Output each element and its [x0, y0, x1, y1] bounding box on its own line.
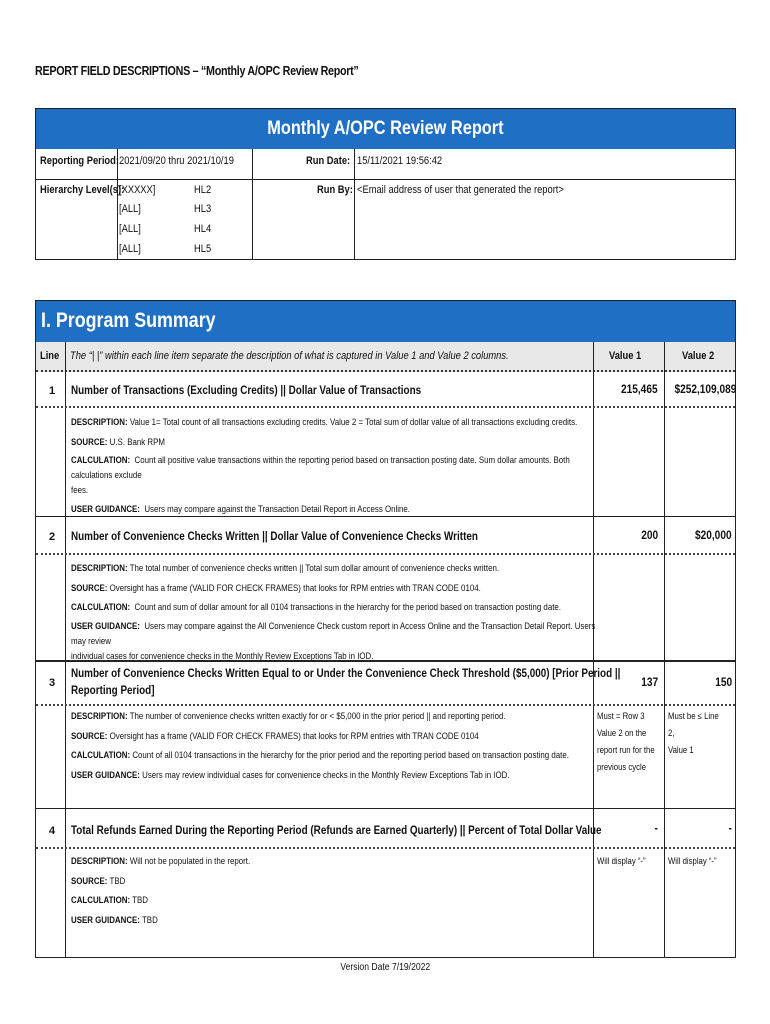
col-line-header: Line: [40, 350, 60, 362]
row4-source: TBD: [109, 875, 126, 886]
row1-calculation: Count all positive value transactions within the reporting period based on transaction posting date. Sum dollar amounts. Both calculations exclude: [71, 455, 570, 480]
report-title-band: [36, 109, 735, 149]
row3-source: Oversight has a frame (VALID FOR CHECK FRAMES) that looks for RPM entries with TRAN CODE 0104: [109, 730, 479, 741]
line-number: 2: [49, 531, 56, 543]
version-date: Version Date 7/19/2022: [340, 962, 430, 973]
program-summary-band: [36, 301, 735, 342]
divider: [36, 179, 735, 180]
row2-value1: 200: [641, 530, 658, 542]
hierarchy-value: [ALL]: [119, 223, 141, 235]
hierarchy-level: HL4: [194, 223, 212, 235]
row4-value2: -: [728, 823, 732, 835]
row2-guidance: Users may compare against the All Convenience Check custom report in Access Online and the Transaction Detail Report. Users may review: [71, 620, 596, 646]
row2-value2: $20,000: [695, 530, 732, 542]
run-date-value: 15/11/2021 19:56:42: [357, 155, 443, 167]
row1-value1: 215,465: [621, 384, 658, 396]
row-title: Number of Transactions (Excluding Credits) || Dollar Value of Transactions: [71, 385, 422, 397]
hierarchy-level: HL5: [194, 243, 212, 255]
line-number: 1: [49, 385, 56, 397]
row4-value2-note: Will display “-”: [668, 856, 717, 866]
document-title: REPORT FIELD DESCRIPTIONS – “Monthly A/OPC Review Report”: [35, 64, 359, 78]
row3-calculation: Count of all 0104 transactions in the hierarchy for the prior period and the reporting period based on transaction posting date.: [132, 750, 569, 760]
reporting-period-value: 2021/09/20 thru 2021/10/19: [119, 155, 234, 167]
col-value1-header: Value 1: [609, 350, 642, 362]
row-title: Total Refunds Earned During the Reporting Period (Refunds are Earned Quarterly) || Percent of Total Dollar Value: [71, 825, 602, 837]
run-date-label: Run Date:: [306, 155, 351, 167]
run-by-value: <Email address of user that generated the report>: [357, 184, 564, 196]
hierarchy-level: HL3: [194, 203, 212, 215]
row3-value1: 137: [641, 677, 658, 689]
hierarchy-value: [XXXXX]: [119, 184, 156, 196]
row-title: Number of Convenience Checks Written || Dollar Value of Convenience Checks Written: [71, 531, 478, 543]
row4-guidance: TBD: [141, 914, 158, 925]
run-by-label: Run By:: [317, 184, 353, 196]
row1-description-block: DESCRIPTION: Value 1= Total count of all transactions excluding credits. Value 2 = Total sum of dollar value of all transactions excluding credits. SOURCE: U.S. Bank RPM CALCULATION: Count all positive value transactions within the reporting period based on transaction posting date. Sum dollar amounts. Both calculations exclude fees. USER GUIDANCE: Users may compare against the Transaction Detail Report in Access Online.: [71, 417, 578, 514]
hierarchy-value: [ALL]: [119, 203, 141, 215]
row4-value1: -: [654, 823, 658, 835]
report-header-box: [35, 108, 736, 260]
row2-source: Oversight has a frame (VALID FOR CHECK FRAMES) that looks for RPM entries with TRAN CODE 0104.: [109, 582, 481, 593]
row3-description: The number of convenience checks written exactly for or < $5,000 in the prior period || and reporting period.: [129, 711, 506, 721]
program-summary-table: I. Program Summary Line The “| |” within each line item separate the description of what is captured in Value 1 and Value 2 columns. Value 1 Value 2 1 Number of Transactions (Excluding Credits) || Dollar Value of Transactions 215,465 $252,109,089 DESCRIPTION: Value 1= Total count of all transactions excluding credits. Value 2 = Total sum of dollar value of all transactions excluding credits. SOURCE: U.S. Bank RPM CALCULATION: Count all positive value transactions within the reporting period based on transaction posting date. Sum dollar amounts. Both calculations exclude fees. USER GUIDANCE: Users may compare against the Transaction Detail Report in Access Online. 2 Number of Convenience Checks Written || Dollar Value of Convenience Checks Written 200 $20,000 DESCRIPTION: The total number of convenience checks written || Total sum dollar amount of convenience checks written. SOURCE: Oversight has a frame (VALID FOR CHECK FRAMES) that looks for RPM entries with TRAN CODE 0104. CALCULATION: Count and sum of dollar amount for all 0104 transactions in the hierarchy for the period based on transaction posting date. USER GUIDANCE: Users may compare against the All Convenience Check custom report in Access Online and the Transaction Detail Report. Users may review individual cases for convenience checks in the Monthly Review Exceptions Tab in IOD. 3 Number of Convenience Checks Written Equal to or Under the Convenience Check Threshold ($5,000) [Prior Period || Reporting Period] 137 150 DESCRIPTION: The number of convenience checks written exactly for or < $5,000 in the prior period || and reporting period. SOURCE: Oversight has a frame (VALID FOR CHECK FRAMES) that looks for RPM entries with TRAN CODE 0104 CALCULATION: Count of all 0104 transactions in the hierarchy for the prior period and the reporting period based on transaction posting date. USER GUIDANCE: Users may review individual cases for convenience checks in the Monthly Review Exceptions Tab in IOD. Must = Row 3 Value 2 on the report run for the previous cycle Must be ≤ Line 2, Value 1 4 Total Refunds Earned During the Reporting Period (Refunds are Earned Quarterly) || Percent of Total Dollar Value - - DESCRIPTION: Will not be populated in the report. SOURCE: TBD CALCULATION: TBD USER GUIDANCE: TBD Will display “-” Will display “-”: [35, 300, 736, 958]
column-divider: [65, 342, 66, 958]
row1-value2: $252,109,089: [674, 384, 737, 396]
row2-description: The total number of convenience checks written || Total sum dollar amount of convenience checks written.: [129, 563, 500, 573]
row3-value2: 150: [715, 677, 732, 689]
hierarchy-label: Hierarchy Level(s):: [40, 184, 125, 196]
line-number: 3: [49, 677, 56, 689]
program-summary-title: I. Program Summary: [41, 309, 216, 332]
row1-guidance: Users may compare against the Transaction Detail Report in Access Online.: [144, 503, 411, 514]
row3-value1-note: Must = Row 3 Value 2 on the report run for the previous cycle: [597, 711, 655, 772]
row3-guidance: Users may review individual cases for convenience checks in the Monthly Review Exceptions Tab in IOD.: [142, 769, 510, 780]
hierarchy-level: HL2: [194, 184, 212, 196]
report-title: Monthly A/OPC Review Report: [267, 118, 504, 139]
row1-description: Value 1= Total count of all transactions excluding credits. Value 2 = Total sum of dollar value of all transactions excluding credits.: [129, 417, 578, 427]
col-desc-header: The “| |” within each line item separate the description of what is captured in Value 1 and Value 2 columns.: [70, 350, 509, 362]
row4-description: Will not be populated in the report.: [129, 856, 251, 866]
col-value2-header: Value 2: [682, 350, 715, 362]
row1-source: U.S. Bank RPM: [109, 436, 165, 447]
reporting-period-label: Reporting Period:: [40, 155, 119, 167]
row4-description-block: DESCRIPTION: Will not be populated in the report. SOURCE: TBD CALCULATION: TBD USER GUIDANCE: TBD: [71, 856, 251, 925]
row3-value2-note: Must be ≤ Line 2, Value 1: [668, 711, 719, 755]
row4-value1-note: Will display “-”: [597, 856, 646, 866]
row2-calculation: Count and sum of dollar amount for all 0104 transactions in the hierarchy for the period based on transaction posting date.: [134, 602, 561, 612]
column-header-row: [36, 342, 735, 372]
row3-description-block: DESCRIPTION: The number of convenience checks written exactly for or < $5,000 in the prior period || and reporting period. SOURCE: Oversight has a frame (VALID FOR CHECK FRAMES) that looks for RPM entries with TRAN CODE 0104 CALCULATION: Count of all 0104 transactions in the hierarchy for the prior period and the reporting period based on transaction posting date. USER GUIDANCE: Users may review individual cases for convenience checks in the Monthly Review Exceptions Tab in IOD.: [71, 711, 569, 780]
hierarchy-value: [ALL]: [119, 243, 141, 255]
line-number: 4: [49, 825, 56, 837]
row4-calculation: TBD: [132, 895, 148, 905]
row2-description-block: DESCRIPTION: The total number of convenience checks written || Total sum dollar amount of convenience checks written. SOURCE: Oversight has a frame (VALID FOR CHECK FRAMES) that looks for RPM entries with TRAN CODE 0104. CALCULATION: Count and sum of dollar amount for all 0104 transactions in the hierarchy for the period based on transaction posting date. USER GUIDANCE: Users may compare against the All Convenience Check custom report in Access Online and the Transaction Detail Report. Users may review individual cases for convenience checks in the Monthly Review Exceptions Tab in IOD.: [71, 563, 596, 661]
row-title: Number of Convenience Checks Written Equal to or Under the Convenience Check Threshold ($5,000) [Prior Period ||: [71, 668, 621, 680]
